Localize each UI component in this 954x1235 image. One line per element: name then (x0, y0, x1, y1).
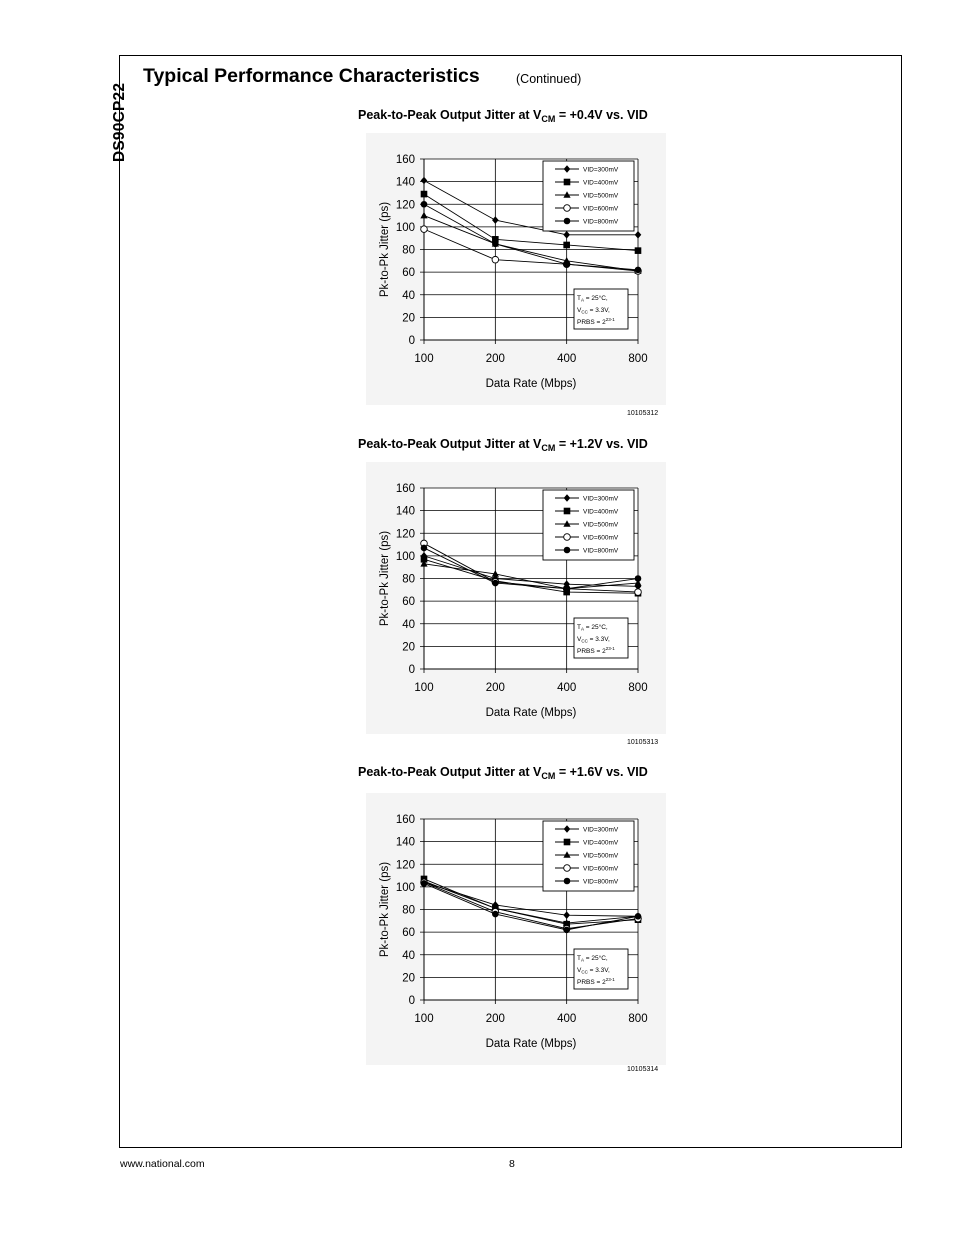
legend-label: VID=300mV (583, 495, 619, 503)
figure-id-2: 10105313 (627, 739, 659, 746)
figure-id-1: 10105312 (627, 410, 659, 417)
y-tick-label: 100 (395, 881, 415, 894)
y-tick-label: 160 (395, 154, 415, 166)
legend-label: VID=800mV (583, 878, 619, 886)
data-point (563, 927, 570, 934)
data-point (635, 267, 642, 274)
y-tick-label: 20 (402, 972, 415, 985)
legend-label: VID=300mV (583, 826, 619, 834)
y-tick-label: 40 (402, 289, 415, 302)
data-point (492, 911, 499, 918)
data-point (492, 241, 499, 248)
condition-vcc: $V_{CC} = 3.3V$, (577, 307, 610, 315)
condition-prbs: PRBS = $2^{23-1}$ (577, 317, 615, 326)
condition-vcc: $V_{CC} = 3.3V$, (577, 967, 610, 975)
legend-label: VID=800mV (583, 547, 619, 555)
x-tick-label: 800 (628, 1013, 648, 1025)
x-tick-label: 800 (628, 353, 648, 365)
x-tick-label: 800 (628, 682, 648, 694)
condition-temperature: $T_A = 25^\circ C$, (577, 624, 608, 632)
footer-page-number: 8 (509, 1158, 515, 1170)
y-tick-label: 160 (395, 483, 415, 495)
y-tick-label: 60 (402, 267, 415, 280)
y-tick-label: 100 (395, 221, 415, 234)
x-axis-label: Data Rate (Mbps) (485, 378, 577, 390)
x-tick-label: 400 (557, 1013, 577, 1025)
data-point (492, 580, 499, 587)
legend-label: VID=500mV (583, 192, 619, 200)
jitter-chart-vcm-0-4 (366, 133, 666, 405)
legend-label: VID=600mV (583, 534, 619, 542)
data-point (563, 242, 570, 249)
data-point (421, 201, 428, 208)
y-tick-label: 80 (402, 573, 415, 586)
legend-label: VID=500mV (583, 852, 619, 860)
data-point (421, 191, 428, 198)
x-tick-label: 200 (485, 1013, 505, 1025)
side-part-number (91, 52, 128, 162)
y-tick-label: 140 (395, 505, 415, 518)
y-tick-label: 60 (402, 596, 415, 609)
y-tick-label: 120 (395, 859, 415, 872)
legend-label: VID=600mV (583, 865, 619, 873)
legend-label: VID=400mV (583, 839, 619, 847)
chart-title-3: Peak-to-Peak Output Jitter at $V_{CM} = +1.6V$ vs. VID (358, 765, 648, 781)
legend-label: VID=300mV (583, 166, 619, 174)
condition-prbs: PRBS = $2^{23-1}$ (577, 646, 615, 655)
data-point (635, 589, 642, 596)
y-tick-label: 20 (402, 312, 415, 325)
y-axis-label: Pk-to-Pk Jitter (ps) (379, 530, 391, 627)
legend-marker (564, 839, 571, 846)
y-tick-label: 120 (395, 528, 415, 541)
data-point (635, 913, 642, 920)
chart-title-2: Peak-to-Peak Output Jitter at $V_{CM} = +1.2V$ vs. VID (358, 437, 648, 453)
data-point (563, 585, 570, 592)
y-tick-label: 0 (408, 995, 415, 1007)
data-point (635, 575, 642, 582)
legend-marker (564, 878, 571, 885)
figure-id-3: 10105314 (627, 1066, 659, 1073)
y-axis-label: Pk-to-Pk Jitter (ps) (379, 201, 391, 298)
y-tick-label: 20 (402, 641, 415, 654)
y-tick-label: 0 (408, 664, 415, 676)
y-axis-label: Pk-to-Pk Jitter (ps) (379, 861, 391, 958)
condition-vcc: $V_{CC} = 3.3V$, (577, 636, 610, 644)
legend-marker (564, 865, 571, 872)
data-point (492, 256, 499, 263)
section-title: Typical Performance Characteristics (143, 65, 480, 87)
x-tick-label: 100 (414, 1013, 434, 1025)
x-axis-label: Data Rate (Mbps) (485, 707, 577, 719)
section-subtitle: (Continued) (516, 72, 582, 86)
x-tick-label: 400 (557, 682, 577, 694)
legend-marker (564, 508, 571, 515)
legend-label: VID=500mV (583, 521, 619, 529)
y-tick-label: 40 (402, 949, 415, 962)
x-axis-label: Data Rate (Mbps) (485, 1038, 577, 1050)
legend-marker (564, 218, 571, 225)
y-tick-label: 140 (395, 176, 415, 189)
legend-marker (564, 547, 571, 554)
jitter-chart-vcm-1-6 (366, 793, 666, 1065)
y-tick-label: 160 (395, 814, 415, 826)
y-tick-label: 80 (402, 244, 415, 257)
x-tick-label: 100 (414, 353, 434, 365)
footer-website: www.national.com (120, 1158, 205, 1170)
y-tick-label: 80 (402, 904, 415, 917)
legend-label: VID=600mV (583, 205, 619, 213)
condition-temperature: $T_A = 25^\circ C$, (577, 955, 608, 963)
jitter-chart-vcm-1-2 (366, 462, 666, 734)
y-tick-label: 60 (402, 927, 415, 940)
legend-label: VID=400mV (583, 508, 619, 516)
x-tick-label: 400 (557, 353, 577, 365)
x-tick-label: 200 (485, 682, 505, 694)
data-point (421, 880, 428, 887)
legend-marker (564, 534, 571, 541)
data-point (563, 261, 570, 268)
legend-label: VID=400mV (583, 179, 619, 187)
y-tick-label: 40 (402, 618, 415, 631)
legend-label: VID=800mV (583, 218, 619, 226)
data-point (421, 545, 428, 552)
data-point (421, 226, 428, 233)
x-tick-label: 100 (414, 682, 434, 694)
y-tick-label: 0 (408, 335, 415, 347)
x-tick-label: 200 (485, 353, 505, 365)
condition-temperature: $T_A = 25^\circ C$, (577, 295, 608, 303)
legend-marker (564, 205, 571, 212)
chart-title-1: Peak-to-Peak Output Jitter at $V_{CM} = +0.4V$ vs. VID (358, 108, 648, 124)
legend-marker (564, 179, 571, 186)
y-tick-label: 140 (395, 836, 415, 849)
side-part-number-text: DS90CP22 (111, 82, 128, 162)
y-tick-label: 100 (395, 550, 415, 563)
data-point (635, 247, 642, 254)
y-tick-label: 120 (395, 199, 415, 212)
condition-prbs: PRBS = $2^{23-1}$ (577, 977, 615, 986)
